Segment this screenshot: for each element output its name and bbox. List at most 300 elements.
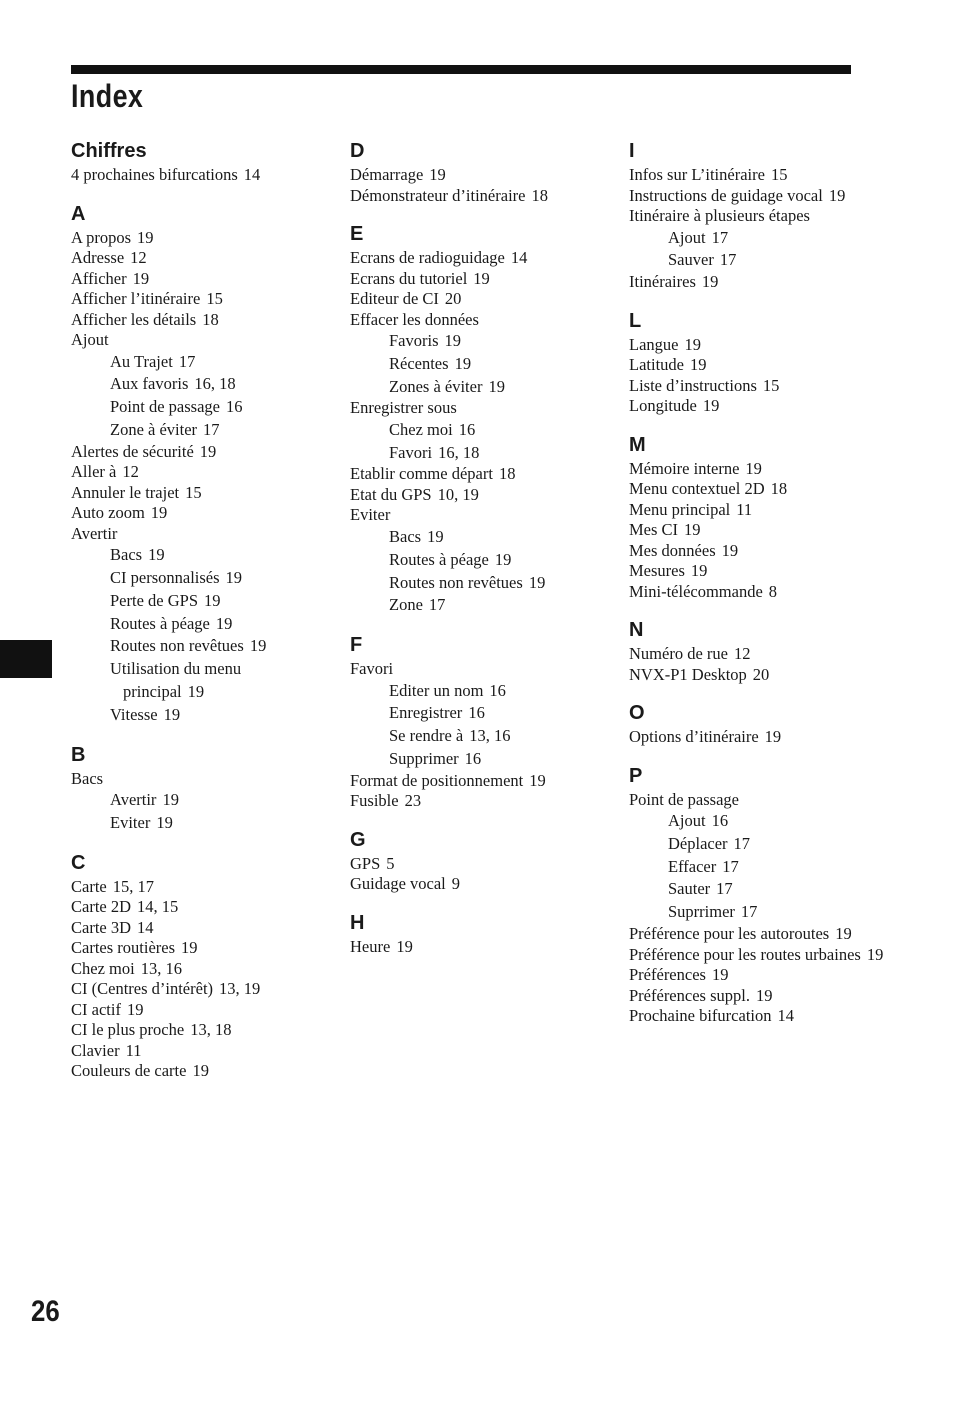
index-subentry [350, 549, 615, 572]
entry-page-ref: 20 [444, 289, 462, 308]
entry-page-ref: 19 [711, 965, 729, 985]
entry-page-ref: 19 [828, 185, 846, 205]
index-entry [71, 503, 336, 524]
entry-term: principal [123, 681, 182, 701]
entry-term: Liste d’instructions [629, 375, 757, 395]
entry-page-ref: 16, 18 [194, 374, 236, 394]
index-subentry [350, 594, 615, 617]
entry-term: Effacer [668, 856, 717, 876]
index-section [350, 910, 615, 958]
entry-term: Ecrans du tutoriel [350, 268, 468, 288]
entry-term: Aux favoris [110, 374, 189, 394]
entry-page-ref: 19 [488, 376, 505, 396]
index-entry [629, 272, 894, 293]
entry-page-ref: 19 [126, 999, 144, 1019]
entry-page-ref: 15 [185, 482, 202, 502]
entry-page-ref: 19 [225, 567, 243, 587]
entry-page-ref: 23 [404, 791, 422, 811]
index-subentry [71, 373, 336, 396]
entry-term: Fusible [350, 791, 399, 811]
index-entry [350, 310, 615, 331]
index-entry [71, 1041, 336, 1062]
index-entry [629, 335, 894, 356]
entry-term: Menu principal [629, 499, 731, 519]
entry-page-ref: 16 [489, 680, 506, 700]
entry-page-ref: 17 [733, 833, 751, 853]
entry-term: Latitude [629, 355, 684, 375]
index-entry [629, 206, 894, 227]
index-section [629, 308, 894, 417]
index-entry [629, 396, 894, 417]
index-entry [350, 485, 615, 506]
entry-page-ref: 19 [690, 561, 708, 581]
index-entry [71, 918, 336, 939]
entry-term: Etat du GPS [350, 484, 432, 504]
entry-page-ref: 19 [148, 545, 165, 565]
index-entry [71, 330, 336, 351]
section-heading: B [71, 743, 86, 766]
entry-page-ref: 19 [835, 924, 852, 944]
entry-page-ref: 17 [428, 595, 446, 615]
entry-page-ref: 13, 16 [140, 958, 182, 978]
entry-term: Carte 2D [71, 897, 132, 917]
entry-page-ref: 19 [162, 790, 179, 810]
entry-page-ref: 11 [736, 499, 753, 519]
entry-page-ref: 19 [528, 572, 546, 592]
entry-term: CI actif [71, 999, 121, 1019]
index-subentry [629, 810, 894, 833]
entry-page-ref: 9 [451, 874, 461, 894]
entry-term: Point de passage [629, 789, 739, 809]
index-entry [71, 310, 336, 331]
entry-term: Options d’itinéraire [629, 727, 759, 747]
section-heading: L [629, 309, 642, 332]
entry-page-ref: 13, 19 [219, 979, 261, 999]
entry-page-ref: 17 [722, 856, 739, 876]
index-subentry [71, 396, 336, 419]
section-heading: M [629, 433, 646, 456]
page-title: Index [71, 78, 144, 114]
index-subentry [71, 351, 336, 374]
entry-term: Se rendre à [389, 726, 464, 746]
index-section [71, 138, 336, 186]
index-entry [71, 442, 336, 463]
index-subentry [629, 833, 894, 856]
entry-term: Préférences [629, 965, 706, 985]
entry-term: Alertes de sécurité [71, 441, 194, 461]
index-subentry [71, 567, 336, 590]
index-entry [629, 479, 894, 500]
entry-term: Prochaine bifurcation [629, 1006, 772, 1026]
index-entry [71, 1020, 336, 1041]
index-subentry [350, 680, 615, 703]
entry-term: Supprimer [389, 749, 459, 769]
index-section [629, 432, 894, 603]
entry-page-ref: 16, 18 [438, 442, 480, 462]
entry-term: Sauver [668, 250, 714, 270]
entry-term: Préférences suppl. [629, 985, 750, 1005]
entry-page-ref: 19 [132, 268, 150, 288]
index-entry [71, 228, 336, 249]
entry-term: Mesures [629, 561, 685, 581]
entry-page-ref: 17 [711, 227, 729, 247]
index-subentry [350, 526, 615, 549]
entry-page-ref: 19 [684, 520, 701, 540]
section-heading: Chiffres [71, 140, 147, 162]
entry-page-ref: 18 [770, 479, 788, 499]
entry-page-ref: 17 [203, 419, 220, 439]
entry-term: Menu contextuel 2D [629, 479, 765, 499]
entry-page-ref: 8 [768, 581, 778, 601]
entry-page-ref: 14, 15 [137, 897, 179, 917]
entry-page-ref: 19 [150, 503, 168, 523]
index-entry [629, 945, 894, 966]
entry-page-ref: 19 [187, 681, 205, 701]
index-subentry [350, 725, 615, 748]
index-entry [350, 269, 615, 290]
index-entry [629, 790, 894, 811]
entry-term: Favori [389, 442, 433, 462]
entry-term: Récentes [389, 353, 449, 373]
entry-term: Zone [389, 595, 423, 615]
index-subentry [71, 544, 336, 567]
entry-page-ref: 12 [122, 462, 139, 482]
entry-term: CI (Centres d’intérêt) [71, 979, 214, 999]
entry-page-ref: 5 [386, 853, 395, 873]
page-number: 26 [31, 1295, 60, 1328]
index-subentry [71, 613, 336, 636]
entry-term: Clavier [71, 1040, 120, 1060]
entry-term: Couleurs de carte [71, 1061, 187, 1081]
index-section [629, 138, 894, 293]
index-entry [629, 376, 894, 397]
entry-term: Bacs [389, 526, 422, 546]
entry-term: Zones à éviter [389, 376, 483, 396]
index-entry [71, 165, 336, 186]
entry-term: Routes à péage [389, 549, 489, 569]
index-entry [71, 1061, 336, 1082]
index-entry [629, 986, 894, 1007]
index-subentry [350, 702, 615, 725]
entry-term: CI personnalisés [110, 567, 220, 587]
section-heading: A [71, 202, 86, 225]
entry-term: Chez moi [71, 958, 135, 978]
index-subentry [629, 856, 894, 879]
section-heading: F [350, 634, 363, 657]
entry-page-ref: 17 [719, 250, 737, 270]
index-entry [71, 938, 336, 959]
entry-page-ref: 19 [454, 353, 472, 373]
section-heading: N [629, 619, 644, 642]
index-entry [71, 269, 336, 290]
top-rule [71, 65, 851, 74]
entry-term: Enregistrer [389, 703, 463, 723]
entry-page-ref: 19 [702, 396, 720, 416]
entry-page-ref: 19 [701, 272, 719, 292]
entry-term: Instructions de guidage vocal [629, 185, 823, 205]
index-entry [350, 854, 615, 875]
index-entry [629, 186, 894, 207]
entry-page-ref: 16 [464, 749, 482, 769]
index-entry [629, 520, 894, 541]
index-subentry [71, 704, 336, 727]
index-section [71, 742, 336, 835]
entry-page-ref: 19 [429, 165, 446, 184]
entry-page-ref: 20 [752, 664, 770, 684]
entry-term: Langue [629, 334, 679, 354]
entry-page-ref: 19 [204, 590, 221, 610]
index-entry [629, 541, 894, 562]
index-entry [71, 979, 336, 1000]
entry-term: Chez moi [389, 419, 453, 439]
index-entry [629, 644, 894, 665]
entry-term: Mes données [629, 540, 716, 560]
section-tab-marker [0, 640, 52, 678]
index-section [350, 138, 615, 206]
entry-page-ref: 19 [764, 727, 782, 747]
entry-term: Sauter [668, 879, 711, 899]
index-section [350, 827, 615, 895]
entry-term: Enregistrer sous [350, 398, 457, 418]
index-entry [629, 355, 894, 376]
index-entry [629, 561, 894, 582]
entry-term: Zone à éviter [110, 419, 198, 439]
entry-page-ref: 19 [529, 770, 546, 790]
entry-term: A propos [71, 227, 132, 247]
index-subentry [350, 442, 615, 465]
entry-term: Au Trajet [110, 351, 173, 371]
entry-term: Ecrans de radioguidage [350, 248, 505, 267]
section-heading: O [629, 702, 645, 725]
entry-term: 4 prochaines bifurcations [71, 165, 238, 184]
entry-term: NVX-P1 Desktop [629, 664, 747, 684]
entry-page-ref: 17 [178, 351, 196, 371]
index-entry [350, 165, 615, 186]
entry-page-ref: 18 [202, 309, 219, 329]
entry-page-ref: 14 [243, 165, 261, 184]
entry-term: Afficher l’itinéraire [71, 289, 201, 308]
entry-page-ref: 16 [225, 397, 243, 417]
entry-term: Longitude [629, 396, 697, 416]
index-subentry [350, 353, 615, 376]
entry-page-ref: 14 [137, 917, 154, 937]
entry-page-ref: 19 [137, 227, 154, 247]
index-entry [71, 877, 336, 898]
index-section [350, 632, 615, 812]
index-entry [350, 464, 615, 485]
entry-term: Ajout [668, 227, 706, 247]
index-subentry [350, 419, 615, 442]
entry-page-ref: 19 [689, 355, 707, 375]
entry-page-ref: 19 [192, 1061, 209, 1081]
index-entry [350, 874, 615, 895]
index-subentry [629, 878, 894, 901]
entry-term: Routes non revêtues [110, 636, 244, 656]
entry-term: Afficher les détails [71, 309, 197, 329]
index-entry [71, 248, 336, 269]
index-subentry [629, 227, 894, 250]
entry-term: Bacs [71, 768, 104, 788]
index-entry [350, 398, 615, 419]
entry-page-ref: 19 [249, 636, 267, 656]
entry-term: Ajout [668, 811, 706, 831]
entry-term: Carte 3D [71, 917, 132, 937]
index-subentry [350, 330, 615, 353]
section-heading: P [629, 764, 643, 787]
entry-page-ref: 19 [163, 704, 181, 724]
index-entry [71, 897, 336, 918]
entry-term: Déplacer [668, 833, 728, 853]
index-entry [629, 727, 894, 748]
index-entry [350, 248, 615, 269]
entry-term: Infos sur L’itinéraire [629, 165, 765, 184]
entry-term: Eviter [110, 812, 151, 832]
index-entry [71, 462, 336, 483]
entry-term: Utilisation du menu [110, 659, 242, 679]
entry-term: Editer un nom [389, 680, 484, 700]
entry-page-ref: 15 [770, 165, 788, 184]
entry-term: Format de positionnement [350, 770, 524, 790]
index-entry [71, 524, 336, 545]
entry-term: Itinéraires [629, 272, 696, 292]
entry-term: Editeur de CI [350, 289, 439, 308]
entry-term: Ajout [71, 330, 109, 349]
entry-term: Préférence pour les routes urbaines [629, 944, 861, 964]
index-column-1 [71, 138, 336, 1097]
entry-term: Auto zoom [71, 503, 145, 523]
entry-page-ref: 13, 18 [190, 1020, 232, 1040]
entry-page-ref: 14 [510, 248, 528, 267]
entry-term: Carte [71, 876, 107, 896]
index-entry [71, 1000, 336, 1021]
index-subentry [71, 419, 336, 442]
entry-page-ref: 19 [396, 936, 413, 956]
index-section [629, 700, 894, 748]
index-column-2 [350, 138, 615, 972]
entry-page-ref: 19 [427, 526, 444, 546]
index-entry [629, 1006, 894, 1027]
section-heading: C [71, 851, 86, 874]
entry-term: Perte de GPS [110, 590, 198, 610]
index-section [350, 221, 615, 617]
entry-term: Itinéraire à plusieurs étapes [629, 206, 810, 225]
index-subentry [71, 635, 336, 658]
entry-page-ref: 11 [125, 1040, 142, 1060]
entry-term: Avertir [71, 523, 118, 543]
index-subentry [350, 572, 615, 595]
section-heading: H [350, 911, 365, 934]
entry-term: Favori [350, 659, 394, 679]
section-heading: G [350, 828, 366, 851]
entry-term: Numéro de rue [629, 644, 728, 664]
entry-page-ref: 19 [755, 985, 773, 1005]
index-entry [350, 186, 615, 207]
index-section [71, 850, 336, 1082]
entry-page-ref: 19 [156, 812, 173, 832]
entry-term: Démonstrateur d’itinéraire [350, 185, 526, 205]
entry-term: Préférence pour les autoroutes [629, 924, 830, 944]
index-section [629, 763, 894, 1027]
index-entry [629, 459, 894, 480]
entry-term: Cartes routières [71, 938, 176, 958]
entry-term: GPS [350, 853, 381, 873]
entry-term: Guidage vocal [350, 874, 446, 894]
index-entry [629, 500, 894, 521]
index-entry [350, 659, 615, 680]
entry-page-ref: 16 [711, 811, 729, 831]
entry-page-ref: 16 [458, 419, 476, 439]
entry-term: Effacer les données [350, 309, 479, 329]
index-entry [350, 505, 615, 526]
entry-term: Routes à péage [110, 613, 210, 633]
entry-page-ref: 19 [745, 458, 762, 478]
section-heading: E [350, 223, 364, 245]
section-heading: D [350, 140, 365, 162]
entry-page-ref: 15 [206, 289, 223, 308]
index-section [71, 201, 336, 727]
index-entry [629, 965, 894, 986]
index-entry [350, 791, 615, 812]
entry-term: Eviter [350, 505, 391, 525]
entry-term: Annuler le trajet [71, 482, 180, 502]
entry-page-ref: 14 [777, 1006, 794, 1026]
index-entry [71, 769, 336, 790]
entry-term: Mémoire interne [629, 458, 740, 478]
entry-term: Etablir comme départ [350, 464, 493, 484]
entry-term: Avertir [110, 790, 157, 810]
index-subentry [71, 789, 336, 812]
index-entry [629, 924, 894, 945]
entry-page-ref: 19 [215, 613, 233, 633]
entry-page-ref: 18 [531, 185, 548, 205]
entry-page-ref: 15, 17 [112, 876, 154, 896]
index-column-3 [629, 138, 894, 1042]
entry-page-ref: 19 [199, 441, 217, 461]
entry-page-ref: 19 [684, 334, 701, 354]
entry-page-ref: 19 [444, 331, 461, 350]
entry-term: CI le plus proche [71, 1020, 185, 1040]
entry-page-ref: 12 [733, 644, 751, 664]
index-entry [71, 959, 336, 980]
entry-page-ref: 17 [740, 902, 758, 922]
entry-term: Vitesse [110, 704, 158, 724]
entry-term: Suprrimer [668, 902, 735, 922]
entry-page-ref: 19 [181, 938, 198, 958]
entry-page-ref: 15 [762, 375, 780, 395]
entry-term: Heure [350, 936, 391, 956]
entry-term: Mini-télécommande [629, 581, 763, 601]
index-entry [350, 289, 615, 310]
index-subentry [71, 681, 336, 704]
index-subentry [350, 748, 615, 771]
entry-term: Routes non revêtues [389, 572, 523, 592]
index-entry [71, 483, 336, 504]
index-entry [629, 165, 894, 186]
entry-term: Aller à [71, 462, 117, 482]
index-entry [629, 665, 894, 686]
index-entry [71, 289, 336, 310]
entry-term: Afficher [71, 268, 127, 288]
index-subentry [629, 249, 894, 272]
index-subentry [71, 658, 336, 681]
entry-page-ref: 12 [130, 248, 147, 267]
index-entry [350, 771, 615, 792]
entry-page-ref: 13, 16 [469, 726, 511, 746]
entry-page-ref: 10, 19 [437, 484, 479, 504]
entry-term: Favoris [389, 331, 439, 350]
entry-term: Démarrage [350, 165, 424, 184]
entry-page-ref: 17 [716, 879, 733, 899]
